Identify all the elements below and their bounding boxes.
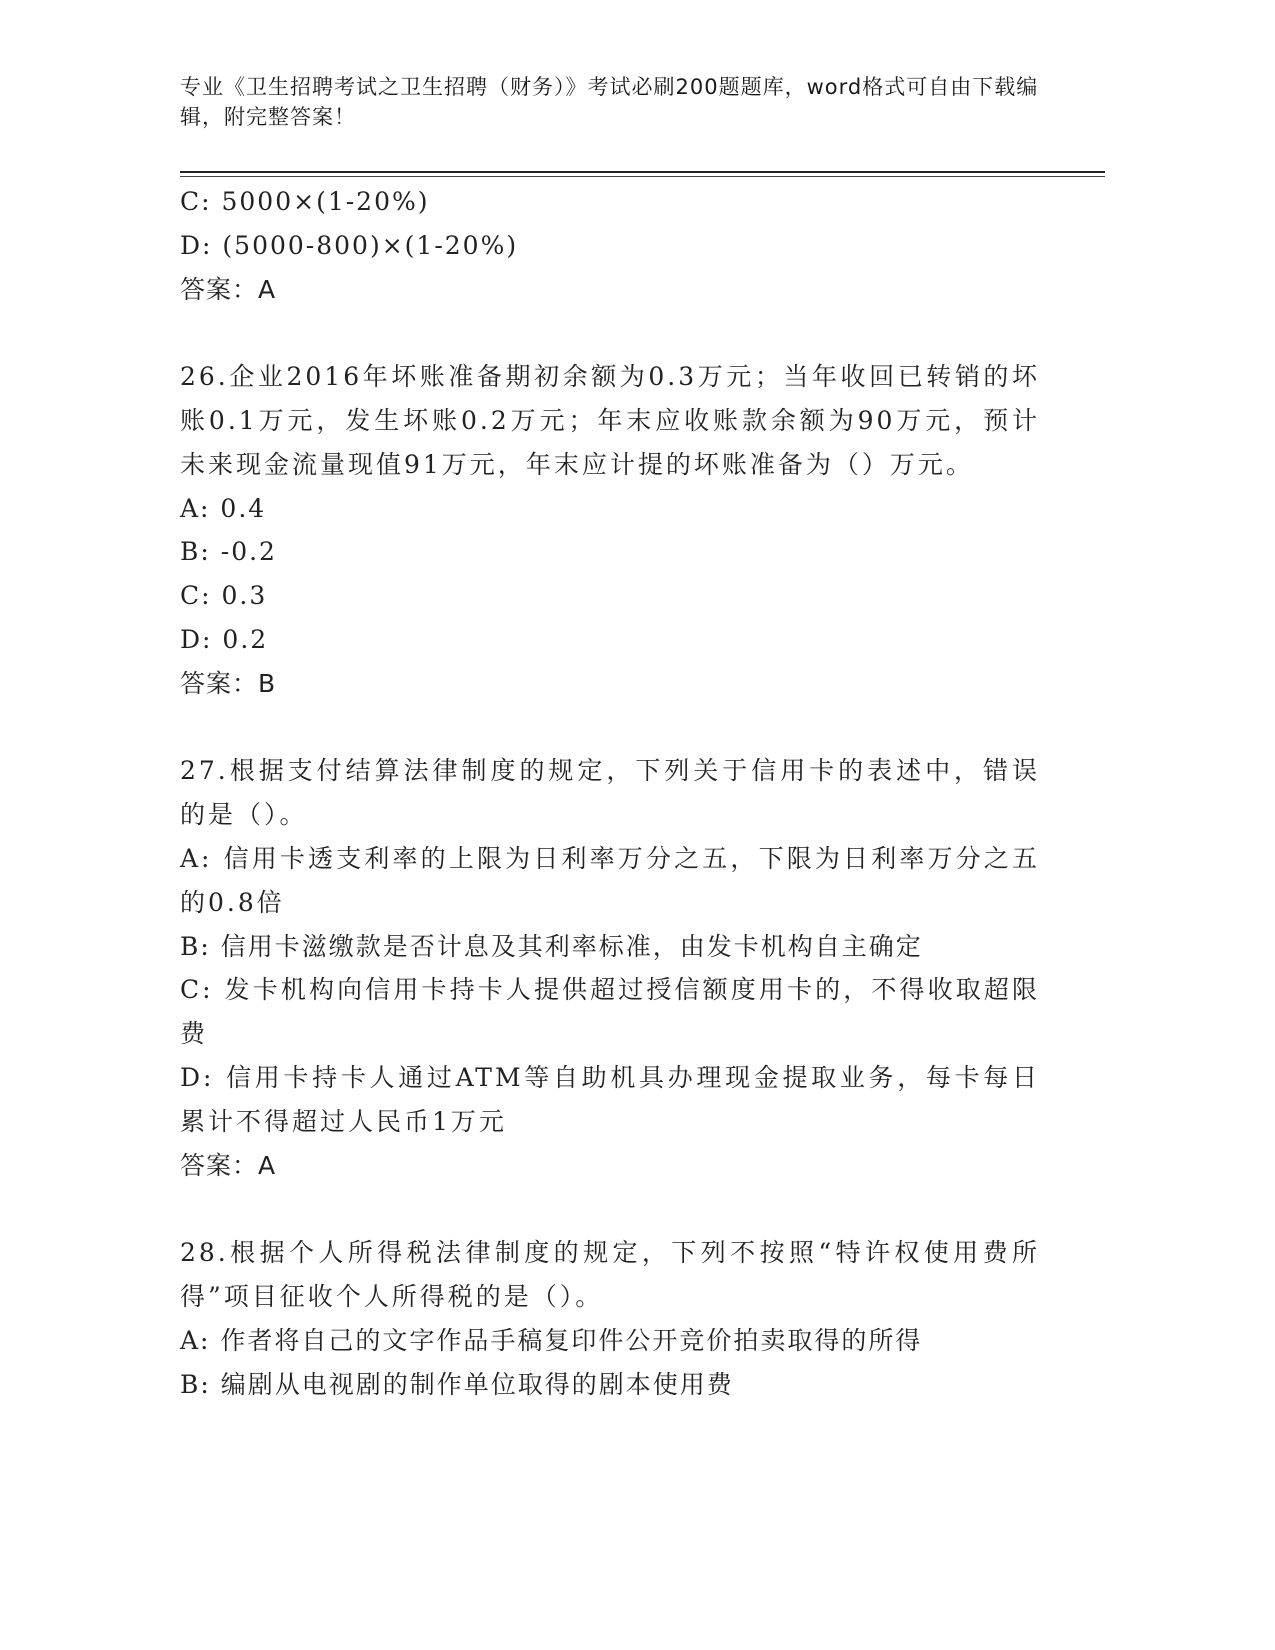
option-a: A: 信用卡透支利率的上限为日利率万分之五，下限为日利率万分之五的0.8倍 (180, 843, 1040, 917)
option-a: A: 作者将自己的文字作品手稿复印件公开竞价拍卖取得的所得 (180, 1325, 923, 1355)
question-stem: 28.根据个人所得税法律制度的规定，下列不按照“特许权使用费所得”项目征收个人所得税的是（）。 (180, 1238, 1040, 1311)
question-26 (180, 355, 1040, 705)
option-b: B: 编剧从电视剧的制作单位取得的剧本使用费 (180, 1369, 734, 1399)
question-27 (180, 749, 1040, 1187)
document-title: 专业《卫生招聘考试之卫生招聘（财务）》考试必刷200题题库，word格式可自由下载编辑，附完整答案！ (180, 75, 1039, 129)
option-d: D: (5000-800)×(1-20%) (180, 230, 519, 260)
header-divider-thin (180, 176, 1105, 177)
option-d: D: 0.2 (180, 624, 269, 654)
question-stem: 27.根据支付结算法律制度的规定，下列关于信用卡的表述中，错误的是（）。 (180, 756, 1040, 830)
question-28 (180, 1231, 1040, 1406)
option-b: B: -0.2 (180, 537, 277, 567)
option-c: C: 发卡机构向信用卡持卡人提供超过授信额度用卡的，不得收取超限费 (180, 975, 1040, 1049)
answer: 答案：A (180, 274, 277, 304)
spacer (180, 706, 1040, 750)
question-stem: 26.企业2016年坏账准备期初余额为0.3万元；当年收回已转销的坏账0.1万元，发生坏账0.2万元；年末应收账款余额为90万元，预计未来现金流量现值91万元，年末应计提的坏账准备为（）万元。 (180, 362, 1040, 479)
option-a: A: 0.4 (180, 493, 267, 523)
answer: 答案：B (180, 668, 277, 698)
option-c: C: 0.3 (180, 581, 268, 611)
spacer (180, 1187, 1040, 1231)
question-content (180, 180, 1040, 1406)
header-divider (180, 171, 1105, 173)
question-25 (180, 180, 1040, 311)
option-d: D: 信用卡持卡人通过ATM等自助机具办理现金提取业务，每卡每日累计不得超过人民币1万元 (180, 1062, 1040, 1136)
document-header (180, 72, 1060, 132)
option-b: B: 信用卡滋缴款是否计息及其利率标准，由发卡机构自主确定 (180, 931, 923, 961)
option-c: C: 5000×(1-20%) (180, 187, 430, 216)
spacer (180, 311, 1040, 355)
answer: 答案：A (180, 1150, 277, 1180)
